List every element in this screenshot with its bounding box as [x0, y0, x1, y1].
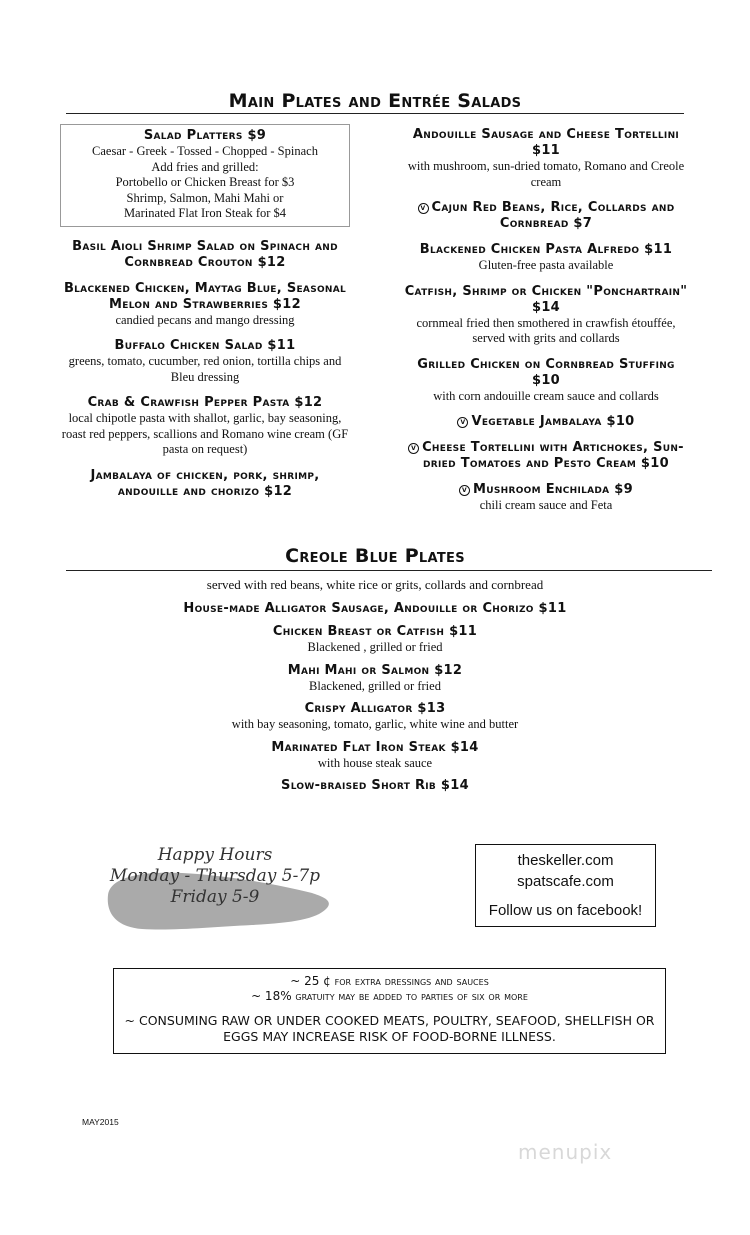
menu-item — [60, 468, 350, 500]
menu-date: MAY2015 — [82, 1117, 119, 1127]
happy-hours-title: Happy Hours — [157, 845, 273, 865]
salad-platters-line: Add fries and grilled: — [151, 159, 259, 174]
menu-item — [402, 357, 690, 405]
menu-item-desc: greens, tomato, cucumber, red onion, tortilla chips and Bleu dressing — [68, 354, 342, 384]
menu-item-name: Blackened Chicken Pasta Alfredo $11 — [419, 242, 673, 257]
menu-item — [402, 284, 690, 347]
vegetarian-icon: V — [457, 417, 468, 428]
happy-hours-friday: Friday 5-9 — [170, 887, 260, 907]
menu-item-name: Cheese Tortellini with Artichokes, Sun-dried Tomatoes and Pesto Cream $10 — [422, 440, 684, 471]
menu-item-name: Catfish, Shrimp or Chicken "Ponchartrain" $14 — [404, 283, 688, 315]
website-link[interactable]: theskeller.com — [517, 852, 614, 869]
menu-item-name: Jambalaya of chicken, pork, shrimp, andouille and chorizo $12 — [90, 467, 320, 499]
menu-item-name: Chicken Breast or Catfish $11 — [272, 624, 478, 639]
facebook-link[interactable]: Follow us on facebook! — [488, 902, 643, 919]
menu-item — [402, 414, 690, 430]
menu-item-name: Slow-braised Short Rib $14 — [281, 778, 469, 793]
menu-item — [60, 239, 350, 271]
menu-item — [0, 740, 750, 772]
social-box — [475, 844, 656, 927]
left-column — [60, 124, 350, 510]
creole-section-title: Creole Blue Plates — [285, 545, 465, 567]
salad-platters-line: Marinated Flat Iron Steak for $4 — [123, 206, 287, 220]
menu-item-desc: with corn andouille cream sauce and collards — [433, 388, 659, 403]
menu-item — [0, 778, 750, 794]
menu-item-name: Vegetable Jambalaya $10 — [471, 414, 635, 429]
menu-item-name: Basil Aioli Shrimp Salad on Spinach and Cornbread Crouton $12 — [72, 238, 338, 270]
salad-platters-box — [60, 124, 350, 227]
menu-item — [60, 338, 350, 385]
happy-hours-weekday: Monday - Thursday 5-7p — [109, 866, 321, 886]
menu-item-name: Cajun Red Beans, Rice, Collards and Cornbread $7 — [431, 200, 675, 231]
main-title-rule — [66, 113, 684, 114]
vegetarian-icon: V — [418, 203, 429, 214]
notes-box — [113, 968, 666, 1054]
menu-item-desc: chili cream sauce and Feta — [479, 498, 613, 512]
menu-item-name: Crab & Crawfish Pepper Pasta $12 — [87, 395, 323, 410]
vegetarian-icon: V — [459, 485, 470, 496]
menu-item-desc: Blackened, grilled or fried — [309, 678, 441, 693]
menu-item — [402, 127, 690, 190]
menu-item-name: Marinated Flat Iron Steak $14 — [271, 739, 479, 755]
menu-item-name: Crispy Alligator $13 — [304, 701, 446, 716]
menu-item — [0, 701, 750, 733]
menu-item-name: Mahi Mahi or Salmon $12 — [287, 662, 463, 678]
menu-item-desc: with house steak sauce — [317, 755, 433, 770]
right-column — [402, 127, 690, 524]
menu-item-desc: cornmeal fried then smothered in crawfish étouffée, served with grits and collards — [416, 315, 676, 345]
menu-item — [402, 440, 690, 472]
menu-item — [0, 624, 750, 656]
note-gratuity: ~ 18% gratuity may be added to parties of six or more — [251, 989, 528, 1003]
menu-item-name: Grilled Chicken on Cornbread Stuffing $10 — [417, 356, 675, 388]
salad-platters-line: Caesar - Greek - Tossed - Chopped - Spinach — [92, 144, 318, 158]
salad-platters-line: Shrimp, Salmon, Mahi Mahi or — [126, 190, 284, 205]
note-dressings: ~ 25 ¢ for extra dressings and sauces — [290, 974, 489, 988]
menu-item-desc: with bay seasoning, tomato, garlic, white wine and butter — [231, 717, 519, 731]
menu-item — [402, 200, 690, 232]
menu-item-name: Buffalo Chicken Salad $11 — [114, 338, 296, 353]
creole-subtitle: served with red beans, white rice or grits, collards and cornbread — [206, 577, 544, 592]
menu-item — [60, 281, 350, 329]
salad-platters-line: Portobello or Chicken Breast for $3 — [115, 175, 295, 189]
menu-item-desc: candied pecans and mango dressing — [115, 312, 295, 327]
menu-item-desc: Gluten-free pasta available — [478, 258, 614, 272]
menu-item — [60, 395, 350, 458]
website-link[interactable]: spatscafe.com — [517, 873, 614, 890]
menu-item — [402, 242, 690, 274]
menu-item-name: Andouille Sausage and Cheese Tortellini $11 — [412, 127, 680, 158]
menu-item — [0, 601, 750, 617]
menu-item-desc: with mushroom, sun-dried tomato, Romano and Creole cream — [407, 159, 685, 189]
menu-item-name: Blackened Chicken, Maytag Blue, Seasonal Melon and Strawberries $12 — [63, 280, 347, 312]
menu-item-desc: Blackened , grilled or fried — [307, 640, 443, 654]
menu-item-name: Mushroom Enchilada $9 — [473, 482, 633, 497]
happy-hours-block — [90, 845, 340, 935]
menu-item-name: House-made Alligator Sausage, Andouille or Chorizo $11 — [183, 601, 567, 616]
watermark-logo: menupix — [518, 1140, 613, 1164]
vegetarian-icon: V — [408, 443, 419, 454]
menu-item-desc: local chipotle pasta with shallot, garlic, bay seasoning, roast red peppers, scallions and Romano wine cream (GF pasta on request) — [61, 411, 349, 456]
salad-platters-name: Salad Platters $9 — [143, 128, 267, 143]
menu-item — [402, 482, 690, 514]
main-section-title: Main Plates and Entrée Salads — [228, 90, 522, 112]
creole-items — [0, 601, 750, 801]
menu-item — [0, 663, 750, 695]
note-food-warning: ~ CONSUMING RAW OR UNDER COOKED MEATS, POULTRY, SEAFOOD, SHELLFISH OR EGGS MAY INCREASE RISK OF FOOD-BORNE ILLNESS. — [124, 1013, 655, 1044]
creole-title-rule — [66, 570, 712, 571]
